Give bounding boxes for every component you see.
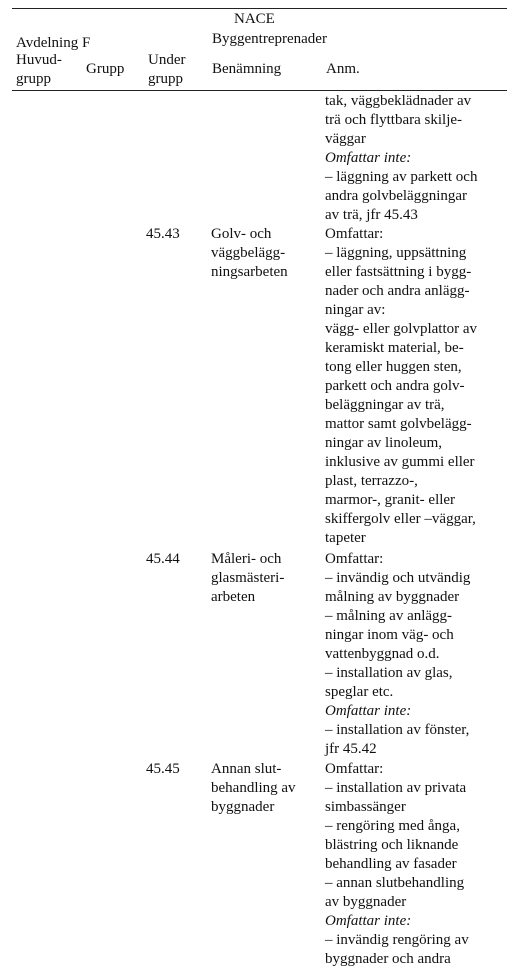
description-line: jfr 45.42 [325,741,377,757]
grupp-column-header: Grupp [86,61,125,77]
header-top-rule [12,8,507,9]
table-header [0,0,511,92]
description-line: blästring och liknande [325,837,459,853]
description-line: – annan slutbehandling [325,875,465,891]
benamning-line: byggnader [211,799,275,815]
omfattar-inte-label: Omfattar inte: [325,703,412,719]
omfattar-label: Omfattar: [325,551,384,567]
avdelning-heading: Avdelning F [16,35,91,51]
description-line: eller fastsättning i bygg- [325,264,472,280]
benamning-line: ningsarbeten [211,264,288,280]
description-line: marmor-, granit- eller [325,492,456,508]
description-line: ningar av linoleum, [325,435,443,451]
undergrupp-code: 45.44 [146,551,180,567]
omfattar-label: Omfattar: [325,761,384,777]
description-line: skiffergolv eller –väggar, [325,511,476,527]
description-line: målning av byggnader [325,589,460,605]
benamning-line: Golv- och [211,226,272,242]
description-line: vattenbyggnad o.d. [325,646,440,662]
huvudgrupp-label-line: Huvud- [16,52,62,68]
benamning-cell [211,550,319,607]
continuation-description [325,92,507,225]
description-line: – läggning av parkett och [325,169,478,185]
benamning-column-header: Benämning [212,61,282,77]
description-line: av byggnader [325,894,407,910]
description-line: byggnader och andra [325,951,451,967]
undergrupp-code: 45.43 [146,226,180,242]
description-line: andra golvbeläggningar [325,188,468,204]
nace-heading: NACE [234,11,275,27]
undergrupp-label-line: Under [148,52,186,68]
description-line: trä och flyttbara skilje- [325,112,463,128]
huvudgrupp-column-header [16,51,62,89]
description-line: väggar [325,131,366,147]
description-line: vägg- eller golvplattor av [325,321,478,337]
benamning-line: glasmästeri- [211,570,285,586]
undergrupp-label-line: grupp [148,71,183,87]
description-line: beläggningar av trä, [325,397,445,413]
description-line: simbassänger [325,799,406,815]
description-line: keramiskt material, be- [325,340,464,356]
description-line: nader och andra anlägg- [325,283,470,299]
description-line: av trä, jfr 45.43 [325,207,418,223]
description-line: speglar etc. [325,684,394,700]
description-line: tapeter [325,530,366,546]
description-line: – läggning, uppsättning [325,245,467,261]
area-heading: Byggentreprenader [212,31,327,47]
anm-cell [325,760,507,969]
benamning-line: väggbelägg- [211,245,286,261]
benamning-line: Måleri- och [211,551,282,567]
omfattar-inte-label: Omfattar inte: [325,150,412,166]
description-line: inklusive av gummi eller [325,454,475,470]
description-line: parkett och andra golv- [325,378,465,394]
undergrupp-column-header [148,51,186,89]
omfattar-label: Omfattar: [325,226,384,242]
description-line: mattor samt golvbelägg- [325,416,472,432]
header-bottom-rule [12,90,507,91]
description-line: – målning av anlägg- [325,608,453,624]
description-line: – installation av glas, [325,665,453,681]
description-line: plast, terrazzo-, [325,473,418,489]
description-line: – invändig rengöring av [325,932,469,948]
huvudgrupp-label-line: grupp [16,71,51,87]
benamning-line: arbeten [211,589,256,605]
description-line: ningar av: [325,302,386,318]
description-line: – invändig och utvändig [325,570,471,586]
anm-cell [325,550,507,759]
description-line: – installation av privata [325,780,467,796]
undergrupp-code: 45.45 [146,761,180,777]
description-line: – rengöring med ånga, [325,818,460,834]
anm-cell [325,225,507,548]
description-line: ningar inom väg- och [325,627,454,643]
anm-column-header: Anm. [326,61,360,77]
description-line: – installation av fönster, [325,722,470,738]
description-line: tong eller huggen sten, [325,359,462,375]
benamning-cell [211,760,319,817]
omfattar-inte-label: Omfattar inte: [325,913,412,929]
benamning-line: behandling av [211,780,296,796]
benamning-line: Annan slut- [211,761,282,777]
benamning-cell [211,225,319,282]
description-line: behandling av fasader [325,856,457,872]
description-line: tak, väggbeklädnader av [325,93,472,109]
